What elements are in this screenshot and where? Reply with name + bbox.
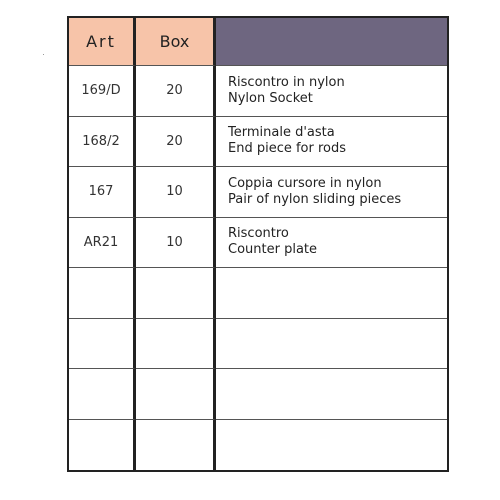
table-row-box: 10 xyxy=(136,218,216,269)
table-row-description xyxy=(216,167,447,218)
stray-dot xyxy=(43,54,44,55)
table-row-art xyxy=(69,319,136,370)
description-italian: Coppia cursore in nylon xyxy=(228,175,382,191)
table-row-art: AR21 xyxy=(69,218,136,269)
description-italian: Terminale d'asta xyxy=(228,125,335,141)
table-row-box: 20 xyxy=(136,117,216,168)
description-italian: Riscontro xyxy=(228,226,289,242)
table-row-art: 169/D xyxy=(69,66,136,117)
table-row-box xyxy=(136,369,216,420)
table-row-box xyxy=(136,319,216,370)
table-row-art: 168/2 xyxy=(69,117,136,168)
table-row-box xyxy=(136,268,216,319)
table-row-description xyxy=(216,117,447,168)
table-row-description xyxy=(216,369,447,420)
table-row-box: 10 xyxy=(136,167,216,218)
table-row-art xyxy=(69,420,136,471)
description-english: Nylon Socket xyxy=(228,90,313,106)
header-box: Box xyxy=(136,18,216,66)
description-english: End piece for rods xyxy=(228,141,347,157)
table-row-description xyxy=(216,66,447,117)
product-table xyxy=(67,16,449,472)
table-row-box xyxy=(136,420,216,471)
table-row-art xyxy=(69,268,136,319)
description-english: Counter plate xyxy=(228,242,318,258)
description-italian: Riscontro in nylon xyxy=(228,74,345,90)
table-row-box: 20 xyxy=(136,66,216,117)
table-row-description xyxy=(216,319,447,370)
header-art: Art xyxy=(69,18,136,66)
description-english: Pair of nylon sliding pieces xyxy=(228,191,402,207)
header-description xyxy=(216,18,447,66)
table-row-description xyxy=(216,218,447,269)
table-row-art: 167 xyxy=(69,167,136,218)
table-row-description xyxy=(216,268,447,319)
table-row-art xyxy=(69,369,136,420)
table-row-description xyxy=(216,420,447,471)
